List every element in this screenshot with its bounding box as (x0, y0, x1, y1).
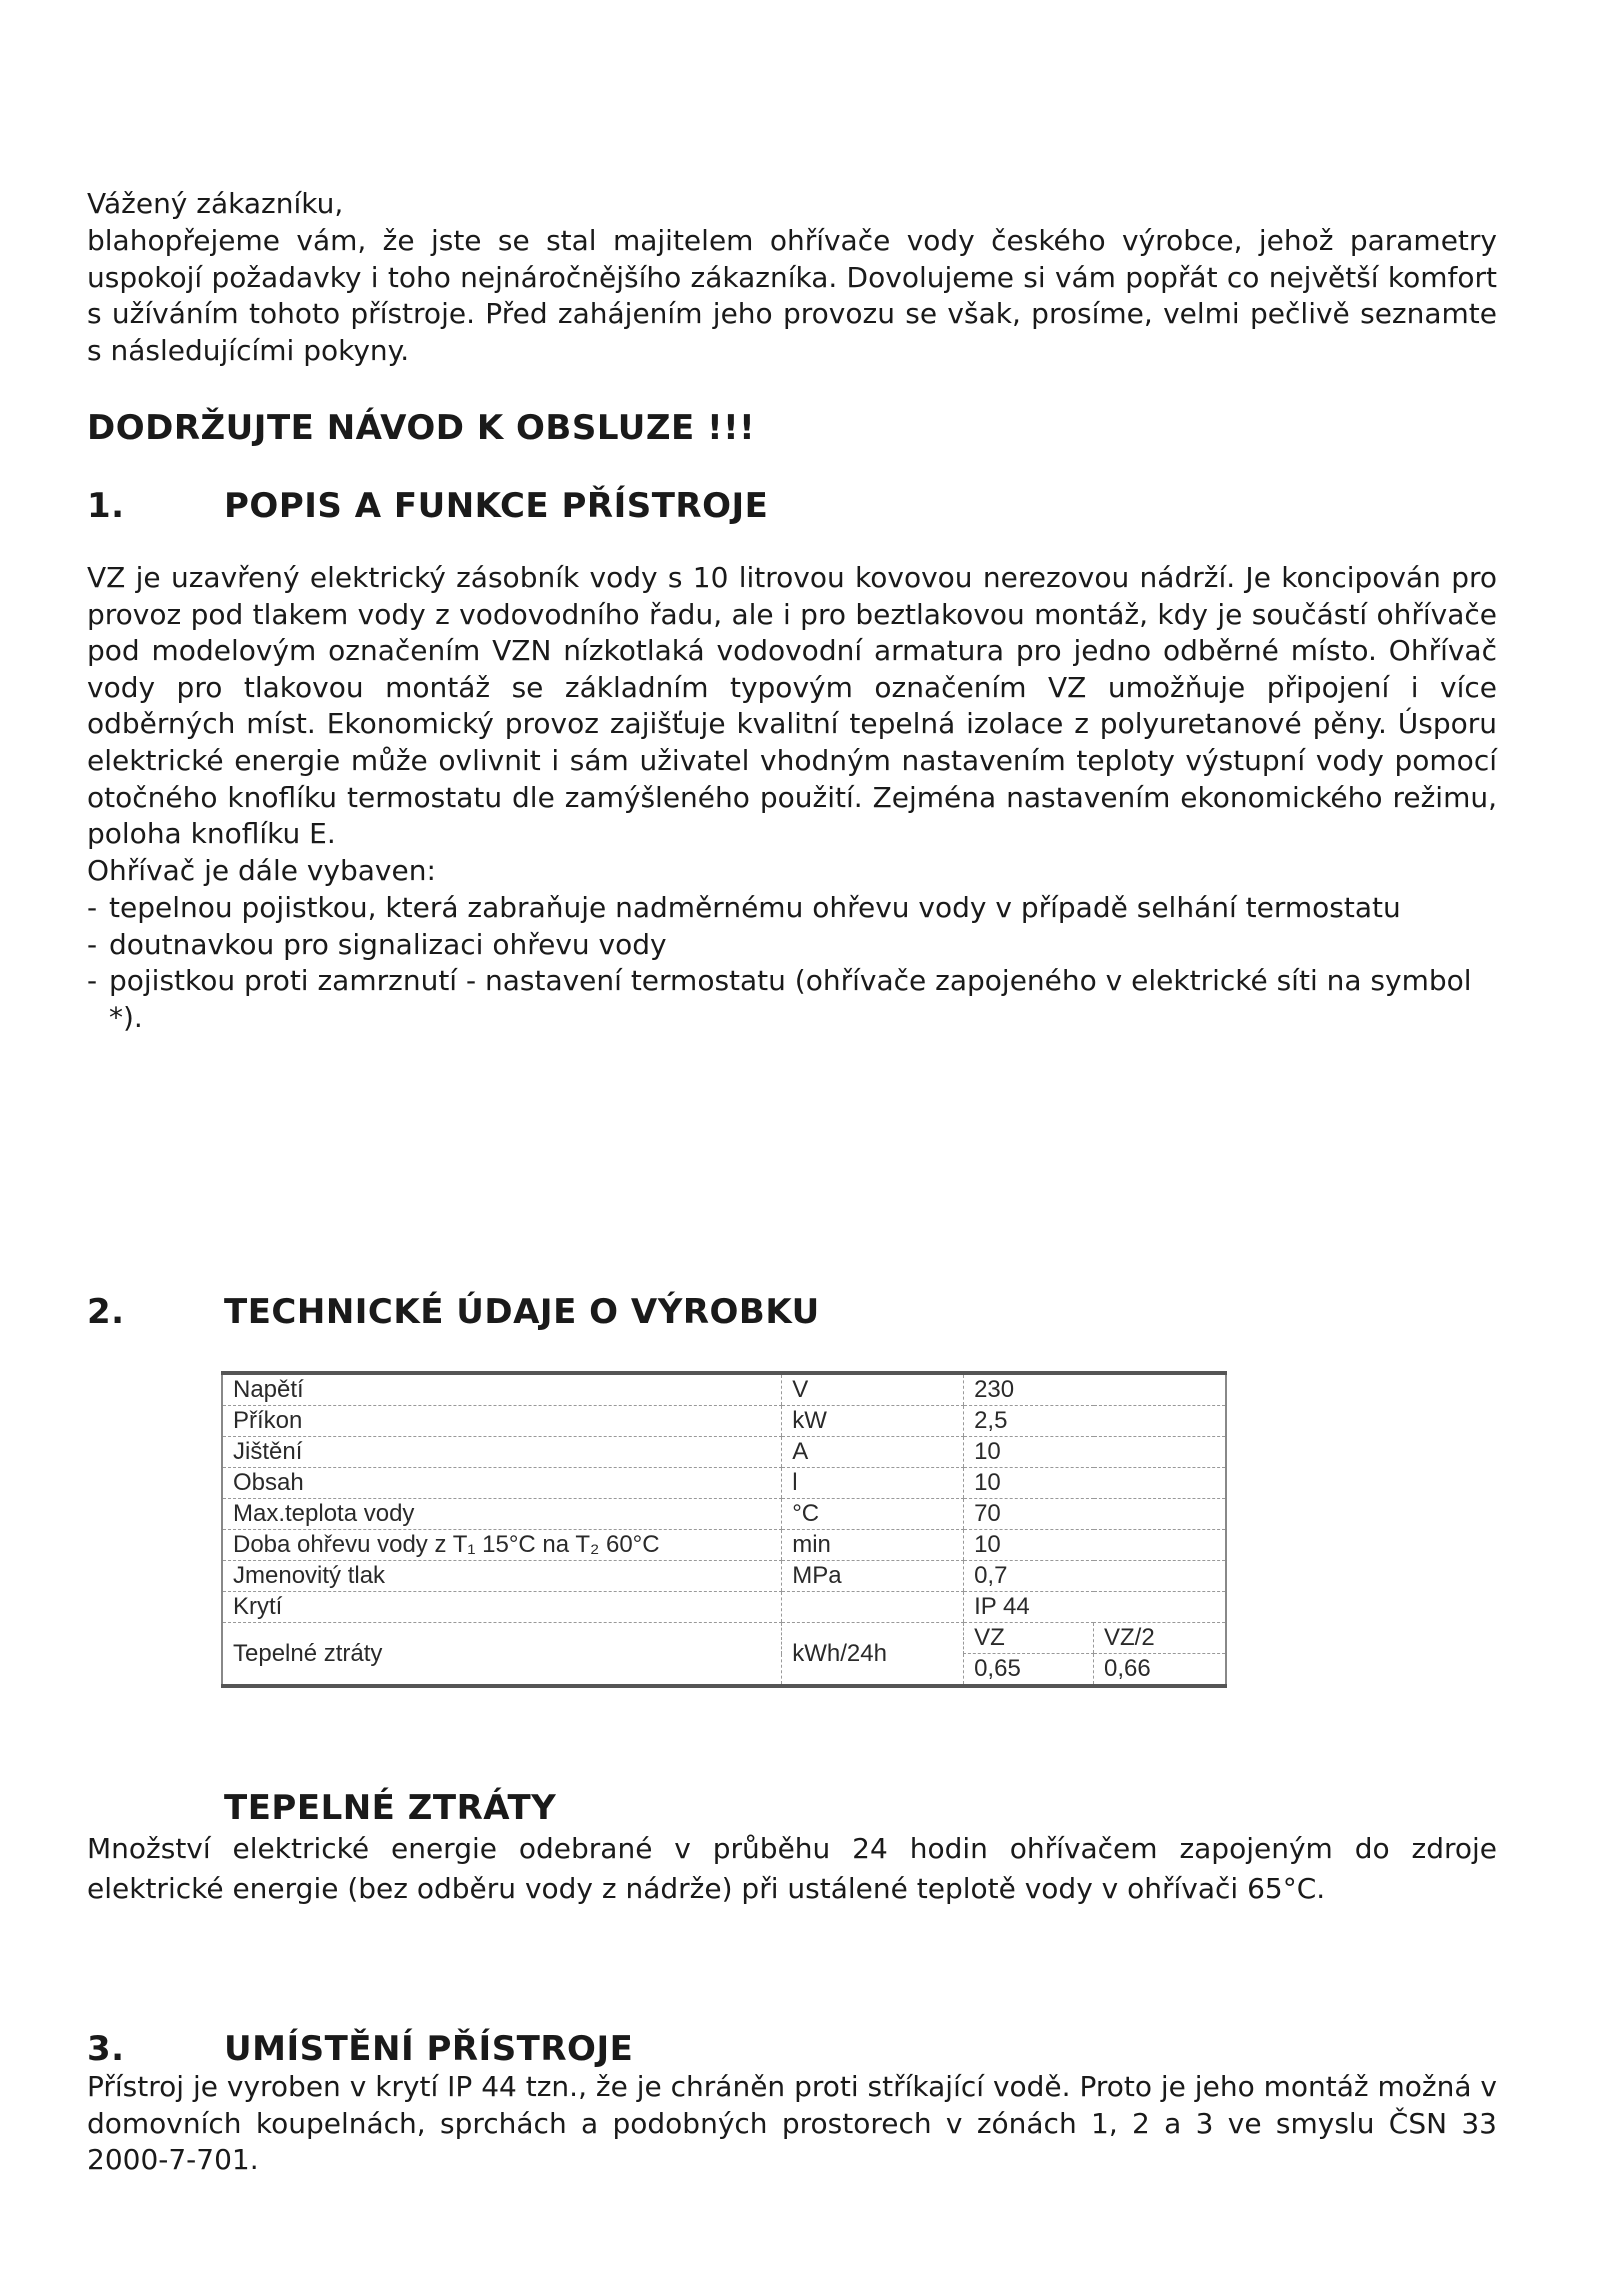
unit-cell: MPa (782, 1561, 964, 1592)
section3-number: 3. (87, 2029, 125, 2069)
unit-cell: °C (782, 1499, 964, 1530)
equipment-list (87, 890, 1497, 1036)
unit-cell: V (782, 1373, 964, 1406)
param-cell: Tepelné ztráty (222, 1623, 782, 1687)
table-row (222, 1499, 1226, 1530)
table-row (222, 1530, 1226, 1561)
param-cell: Obsah (222, 1468, 782, 1499)
value-cell: 230 (964, 1373, 1226, 1406)
value-cell: 2,5 (964, 1406, 1226, 1437)
table-row (222, 1468, 1226, 1499)
list-item: - tepelnou pojistkou, která zabraňuje nadměrnému ohřevu vody v případě selhání termostatu (87, 891, 1401, 924)
intro-greeting: Vážený zákazníku, (87, 187, 344, 220)
warning-heading: DODRŽUJTE NÁVOD K OBSLUZE !!! (87, 408, 756, 448)
intro-text: blahopřejeme vám, že jste se stal majitelem ohřívače vody českého výrobce, jehož parametry uspokojí požadavky i toho nejnáročnějšího zákazníka. Dovolujeme si vám popřát co největší komfort s užíváním tohoto přístroje. Před zahájením jeho provozu se však, prosíme, velmi pečlivě seznamte s následujícími pokyny. (87, 224, 1497, 367)
table-row (222, 1373, 1226, 1406)
section2-title: TECHNICKÉ ÚDAJE O VÝROBKU (224, 1292, 820, 1332)
table-row (222, 1561, 1226, 1592)
value-cell: 0,7 (964, 1561, 1226, 1592)
variant-value-cell: 0,66 (1094, 1654, 1226, 1687)
table-row (222, 1437, 1226, 1468)
unit-cell: A (782, 1437, 964, 1468)
section2-number: 2. (87, 1292, 125, 1332)
value-cell: 70 (964, 1499, 1226, 1530)
list-item: - pojistkou proti zamrznutí - nastavení termostatu (ohřívače zapojeného v elektrické síti na symbol *). (87, 964, 1472, 1034)
value-cell: IP 44 (964, 1592, 1226, 1623)
value-cell: 10 (964, 1437, 1226, 1468)
unit-cell (782, 1592, 964, 1623)
list-item: - doutnavkou pro signalizaci ohřevu vody (87, 927, 667, 961)
variant-header-cell: VZ (964, 1623, 1094, 1654)
value-cell: 10 (964, 1530, 1226, 1561)
param-cell: Jištění (222, 1437, 782, 1468)
unit-cell: l (782, 1468, 964, 1499)
section1-title: POPIS A FUNKCE PŘÍSTROJE (224, 486, 769, 526)
unit-cell: kWh/24h (782, 1623, 964, 1687)
table-row (222, 1406, 1226, 1437)
section3-text: Přístroj je vyroben v krytí IP 44 tzn., že je chráněn proti stříkající vodě. Proto je jeho montáž možná v domovních koupelnách, sprchách a podobných prostorech v zónách 1, 2 a 3 ve smyslu ČSN 33 2000-7-701. (87, 2070, 1497, 2177)
section3-title: UMÍSTĚNÍ PŘÍSTROJE (224, 2029, 634, 2069)
technical-data-table (221, 1371, 1227, 1688)
param-cell: Krytí (222, 1592, 782, 1623)
variant-header-cell: VZ/2 (1094, 1623, 1226, 1654)
variant-value-cell: 0,65 (964, 1654, 1094, 1687)
param-cell: Jmenovitý tlak (222, 1561, 782, 1592)
unit-cell: kW (782, 1406, 964, 1437)
param-cell: Příkon (222, 1406, 782, 1437)
section1-number: 1. (87, 486, 125, 526)
unit-cell: min (782, 1530, 964, 1561)
section1-text: VZ je uzavřený elektrický zásobník vody s 10 litrovou kovovou nerezovou nádrží. Je koncipován pro provoz pod tlakem vody z vodovodního řadu, ale i pro beztlakovou montáž, kdy je součástí ohřívače pod modelovým označením VZN nízkotlaká vodovodní armatura pro jedno odběrné místo. Ohřívač vody pro tlakovou montáž se základním typovým označením VZ umožňuje připojení i více odběrných míst. Ekonomický provoz zajišťuje kvalitní tepelná izolace z polyuretanové pěny. Úsporu elektrické energie může ovlivnit i sám uživatel vhodným nastavením teploty výstupní vody pomocí otočného knoflíku termostatu dle zamýšleného použití. Zejména nastavením ekonomického režimu, poloha knoflíku E. (87, 561, 1497, 851)
value-cell: 10 (964, 1468, 1226, 1499)
section1-equip-intro: Ohřívač je dále vybaven: (87, 854, 436, 887)
losses-title: TEPELNÉ ZTRÁTY (224, 1788, 557, 1828)
param-cell: Max.teplota vody (222, 1499, 782, 1530)
param-cell: Doba ohřevu vody z T₁ 15°C na T₂ 60°C (222, 1530, 782, 1561)
param-cell: Napětí (222, 1373, 782, 1406)
table-row (222, 1623, 1226, 1654)
table-row (222, 1592, 1226, 1623)
losses-text: Množství elektrické energie odebrané v průběhu 24 hodin ohřívačem zapojeným do zdroje elektrické energie (bez odběru vody z nádrže) při ustálené teplotě vody v ohřívači 65°C. (87, 1832, 1497, 1905)
